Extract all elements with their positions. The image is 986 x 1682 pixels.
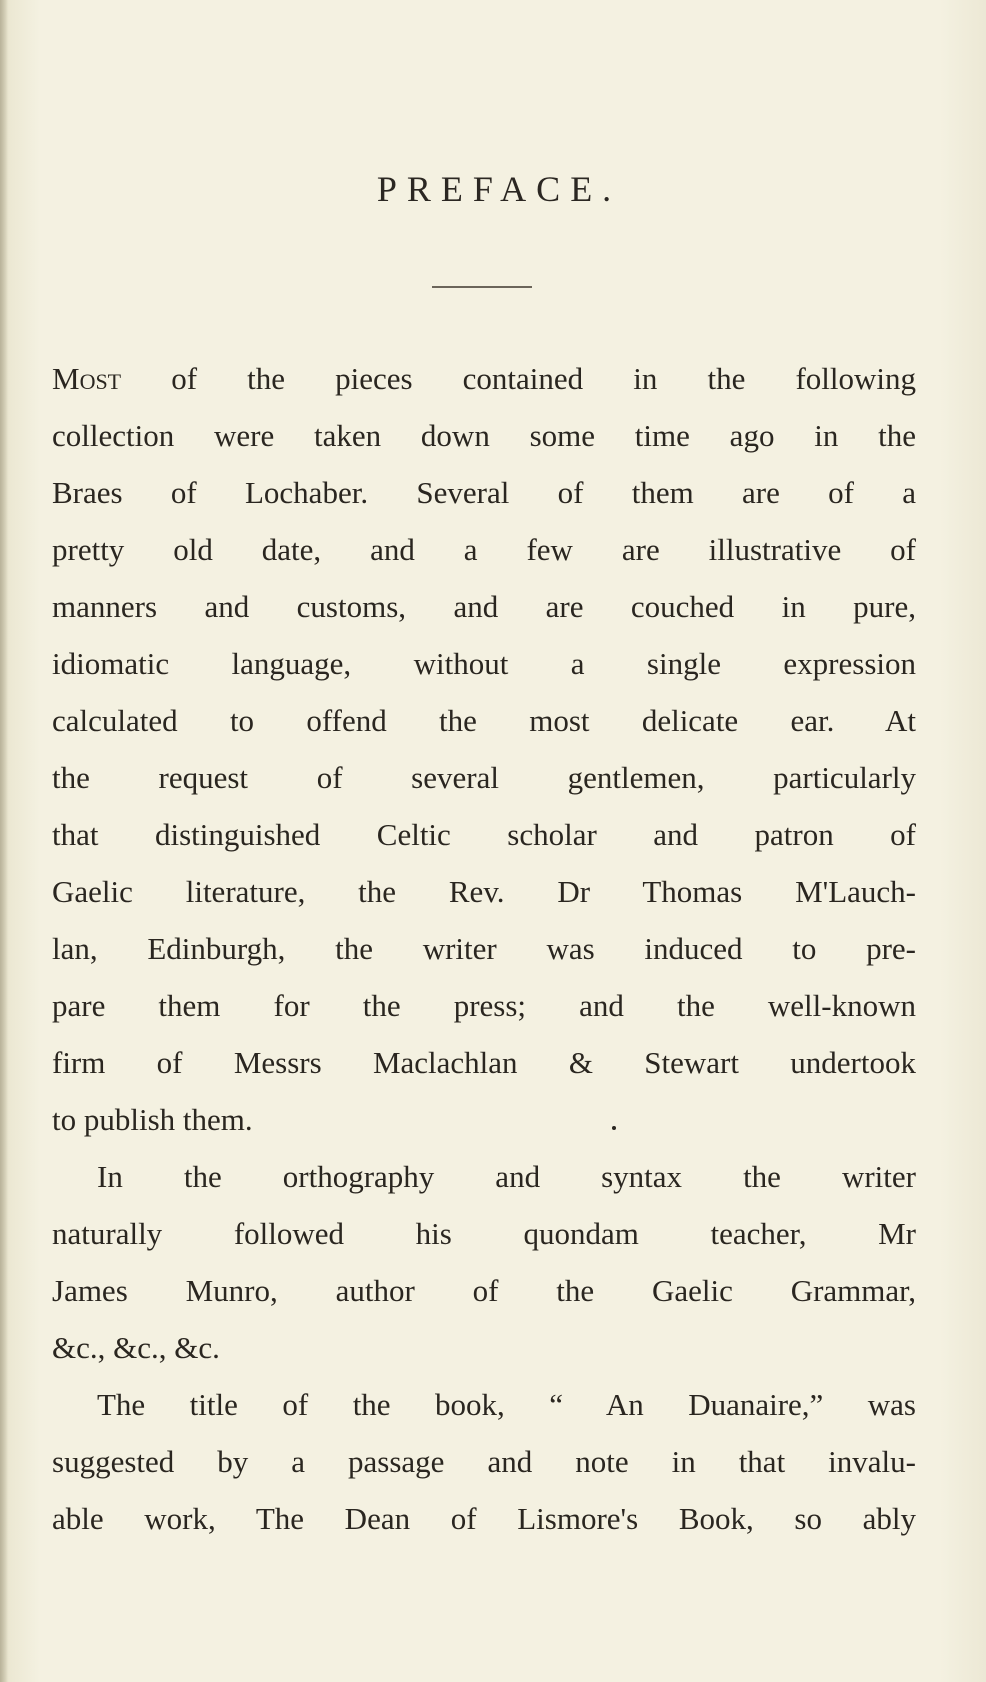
text-line: idiomatic language, without a single expression <box>52 646 916 681</box>
text-line: James Munro, author of the Gaelic Grammar, <box>52 1273 916 1308</box>
text-line: to publish them. <box>52 1102 253 1137</box>
text-line: pretty old date, and a few are illustrative of <box>52 532 916 567</box>
text-line: naturally followed his quondam teacher, Mr <box>52 1216 916 1251</box>
text-line: In the orthography and syntax the writer <box>97 1159 916 1194</box>
text-line: manners and customs, and are couched in pure, <box>52 589 916 624</box>
line-text: of the pieces contained in the following <box>121 361 916 396</box>
text-line: the request of several gentlemen, particularly <box>52 760 916 795</box>
text-line: suggested by a passage and note in that invalu- <box>52 1444 916 1479</box>
page-title: PREFACE. <box>376 169 622 209</box>
text-line: collection were taken down some time ago in the <box>52 418 916 453</box>
text-line <box>52 350 916 407</box>
text-line: Braes of Lochaber. Several of them are of a <box>52 475 916 510</box>
lead-smallcaps: Most <box>52 361 122 396</box>
text-line: pare them for the press; and the well-known <box>52 988 916 1023</box>
text-line: &c., &c., &c. <box>52 1330 220 1365</box>
text-line: able work, The Dean of Lismore's Book, so ably <box>52 1501 916 1536</box>
preface-body <box>52 350 916 1547</box>
spine-shadow <box>0 0 8 1682</box>
text-line: that distinguished Celtic scholar and patron of <box>52 817 916 852</box>
text-line: lan, Edinburgh, the writer was induced to pre- <box>52 931 916 966</box>
text-line: calculated to offend the most delicate ear. At <box>52 703 916 738</box>
title-divider <box>432 286 532 288</box>
ink-speck <box>612 1126 616 1130</box>
text-line: The title of the book, “ An Duanaire,” was <box>97 1387 916 1422</box>
text-line: firm of Messrs Maclachlan & Stewart undertook <box>52 1045 916 1080</box>
text-line: Gaelic literature, the Rev. Dr Thomas M'Lauch- <box>52 874 916 909</box>
